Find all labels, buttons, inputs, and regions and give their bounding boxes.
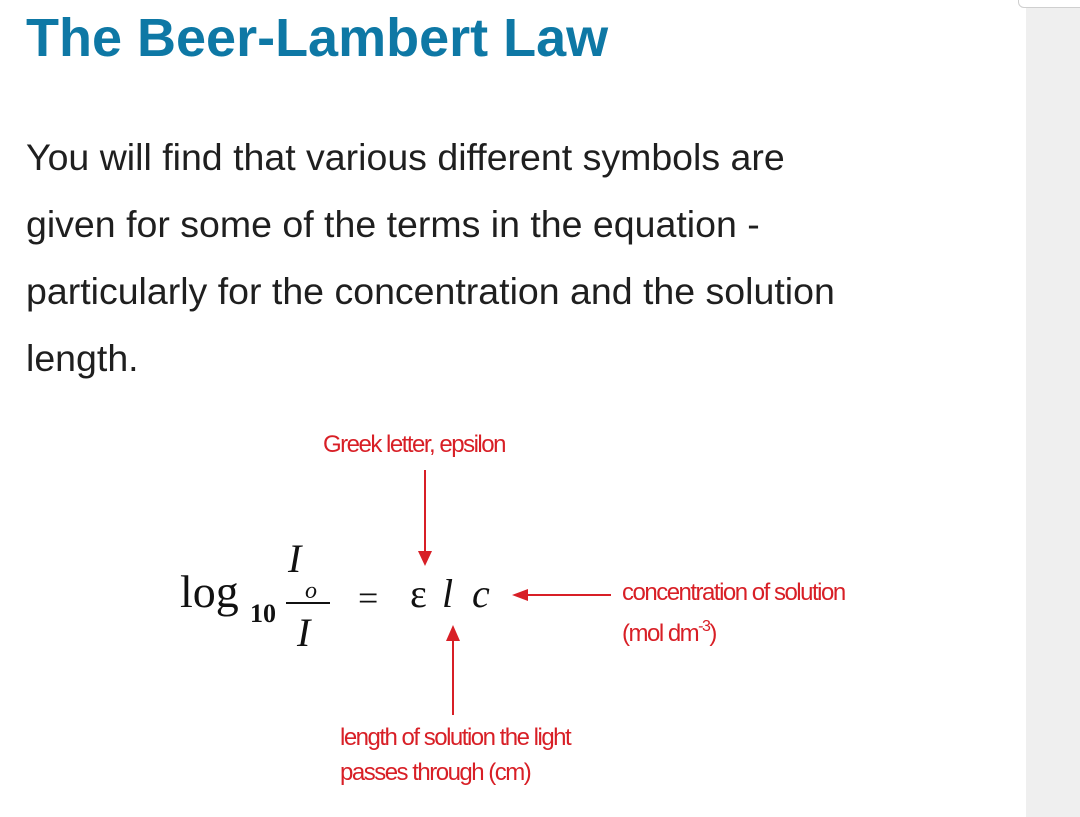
length-label-line1: length of solution the light xyxy=(340,724,571,751)
concentration-unit-text: (mol dm xyxy=(622,620,699,647)
concentration-label-line2 xyxy=(622,618,716,647)
fraction-numerator-subscript: o xyxy=(305,578,317,604)
concentration-unit-close: ) xyxy=(709,620,716,647)
paragraph-line: particularly for the concentration and the solution xyxy=(26,270,835,312)
concentration-unit-superscript: -3 xyxy=(698,618,710,635)
length-symbol: l xyxy=(442,571,454,616)
corner-tab xyxy=(1018,0,1080,8)
concentration-symbol: c xyxy=(472,571,490,616)
epsilon-symbol: ε xyxy=(410,571,427,616)
log-text: log xyxy=(180,566,239,617)
paragraph-line: length. xyxy=(26,337,139,379)
concentration-label-line1: concentration of solution xyxy=(622,579,845,606)
equals-sign: = xyxy=(358,578,379,618)
epsilon-label: Greek letter, epsilon xyxy=(323,431,505,458)
concentration-arrow-head xyxy=(512,589,528,601)
fraction-numerator: I xyxy=(288,536,302,581)
fraction-denominator: I xyxy=(297,610,311,655)
epsilon-arrow-head xyxy=(418,551,432,566)
paragraph-line: given for some of the terms in the equation - xyxy=(26,203,760,245)
page-title: The Beer-Lambert Law xyxy=(26,8,609,68)
side-panel xyxy=(1026,0,1080,817)
length-label-line2: passes through (cm) xyxy=(340,759,531,786)
log-base: 10 xyxy=(250,599,276,628)
paragraph-line: You will find that various different symbols are xyxy=(26,136,785,178)
length-arrow-head xyxy=(446,625,460,641)
